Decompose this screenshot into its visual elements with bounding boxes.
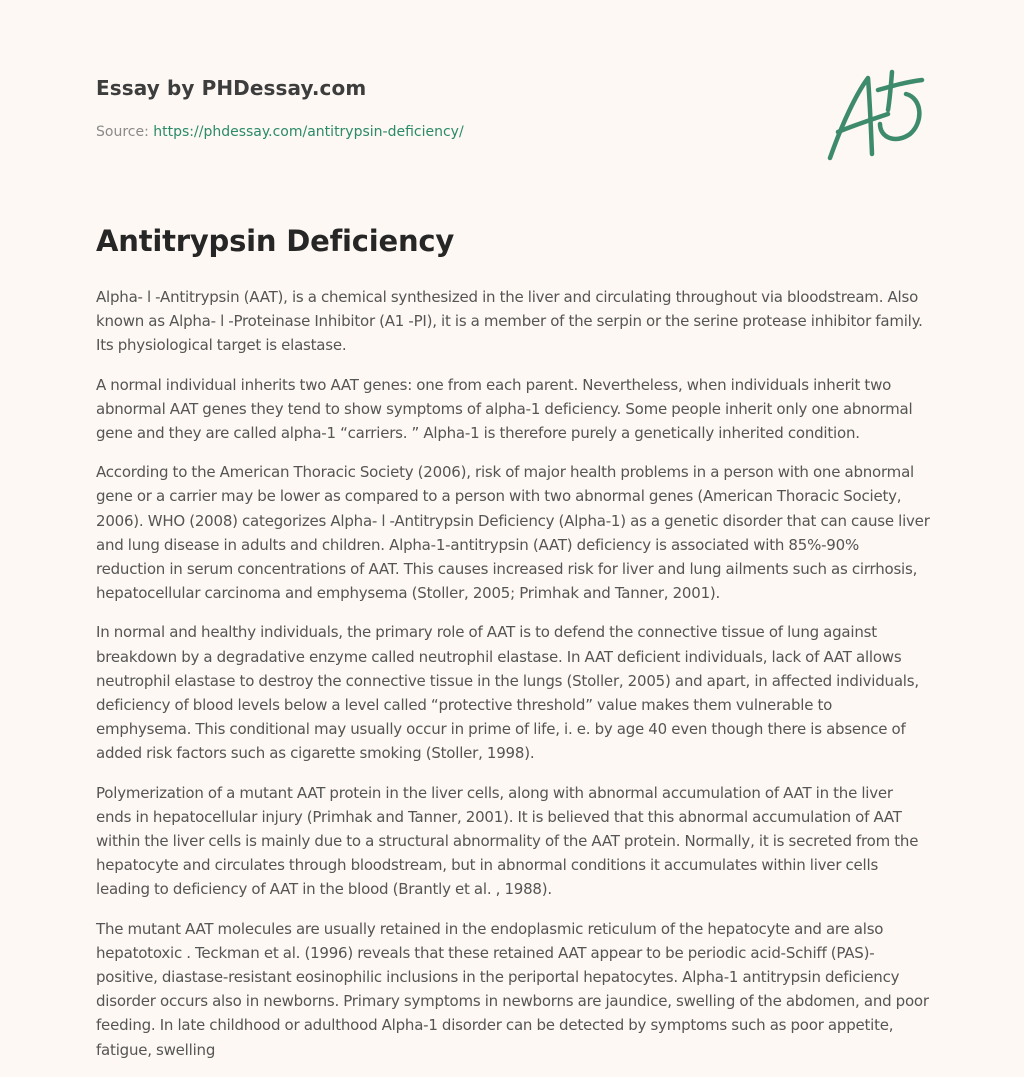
essay-paragraph: A normal individual inherits two AAT genes: one from each parent. Nevertheless, when individuals inherit two abnormal AAT genes they tend to show symptoms of alpha-1 deficiency. Some people inherit only one abnormal gene and they are called alpha-1 “carriers. ” Alpha-1 is therefore purely a genetically inherited condition. xyxy=(96,375,913,443)
essay-title: Antitrypsin Deficiency xyxy=(96,224,455,258)
essay-paragraph: According to the American Thoracic Society (2006), risk of major health problems in a person with one abnormal gene or a carrier may be lower as compared to a person with two abnormal genes (American Thoracic Society, 2006). WHO (2008) categorizes Alpha- l -Antitrypsin Deficiency (Alpha-1) as a genetic disorder that can cause liver and lung disease in adults and children. Alpha-1-antitrypsin (AAT) deficiency is associated with 85%-90% reduction in serum concentrations of AAT. This causes increased risk for liver and lung ailments such as cirrhosis, hepatocellular carcinoma and emphysema (Stoller, 2005; Primhak and Tanner, 2001). xyxy=(96,463,930,603)
essay-paragraph: Polymerization of a mutant AAT protein in the liver cells, along with abnormal accumulation of AAT in the liver ends in hepatocellular injury (Primhak and Tanner, 2001). It is believed that this abnormal accumulation of AAT within the liver cells is mainly due to a structural abnormality of the AAT protein. Normally, it is secreted from the hepatocyte and circulates through bloodstream, but in abnormal conditions it accumulates within liver cells leading to deficiency of AAT in the blood (Brantly et al. , 1988). xyxy=(96,783,919,899)
essay-paragraph: Alpha- l -Antitrypsin (AAT), is a chemical synthesized in the liver and circulating throughout via bloodstream. Also known as Alpha- l -Proteinase Inhibitor (A1 -PI), it is a member of the serpin or the serine protease inhibitor family. Its physiological target is elastase. xyxy=(96,288,923,355)
a-plus-grade-icon xyxy=(822,64,932,164)
source-line xyxy=(96,124,464,140)
source-label: Source: xyxy=(96,124,154,140)
source-link[interactable]: https://phdessay.com/antitrypsin-deficiency/ xyxy=(153,124,464,140)
essay-body xyxy=(96,285,931,1077)
essay-paragraph: In normal and healthy individuals, the primary role of AAT is to defend the connective tissue of lung against breakdown by a degradative enzyme called neutrophil elastase. In AAT deficient individuals, lack of AAT allows neutrophil elastase to destroy the connective tissue in the lungs (Stoller, 2005) and apart, in affected individuals, deficiency of blood levels below a level called “protective threshold” value makes them vulnerable to emphysema. This conditional may usually occur in prime of life, i. e. by age 40 even though there is absence of added risk factors such as cigarette smoking (Stoller, 1998). xyxy=(96,623,919,763)
site-brand: Essay by PHDessay.com xyxy=(96,76,367,100)
essay-paragraph: The mutant AAT molecules are usually retained in the endoplasmic reticulum of the hepatocyte and are also hepatotoxic . Teckman et al. (1996) reveals that these retained AAT appear to be periodic acid-Schiff (PAS)-positive, diastase-resistant eosinophilic inclusions in the periportal hepatocytes. Alpha-1 antitrypsin deficiency disorder occurs also in newborns. Primary symptoms in newborns are jaundice, swelling of the abdomen, and poor feeding. In late childhood or adulthood Alpha-1 disorder can be detected by symptoms such as poor appetite, fatigue, swelling xyxy=(96,919,929,1059)
